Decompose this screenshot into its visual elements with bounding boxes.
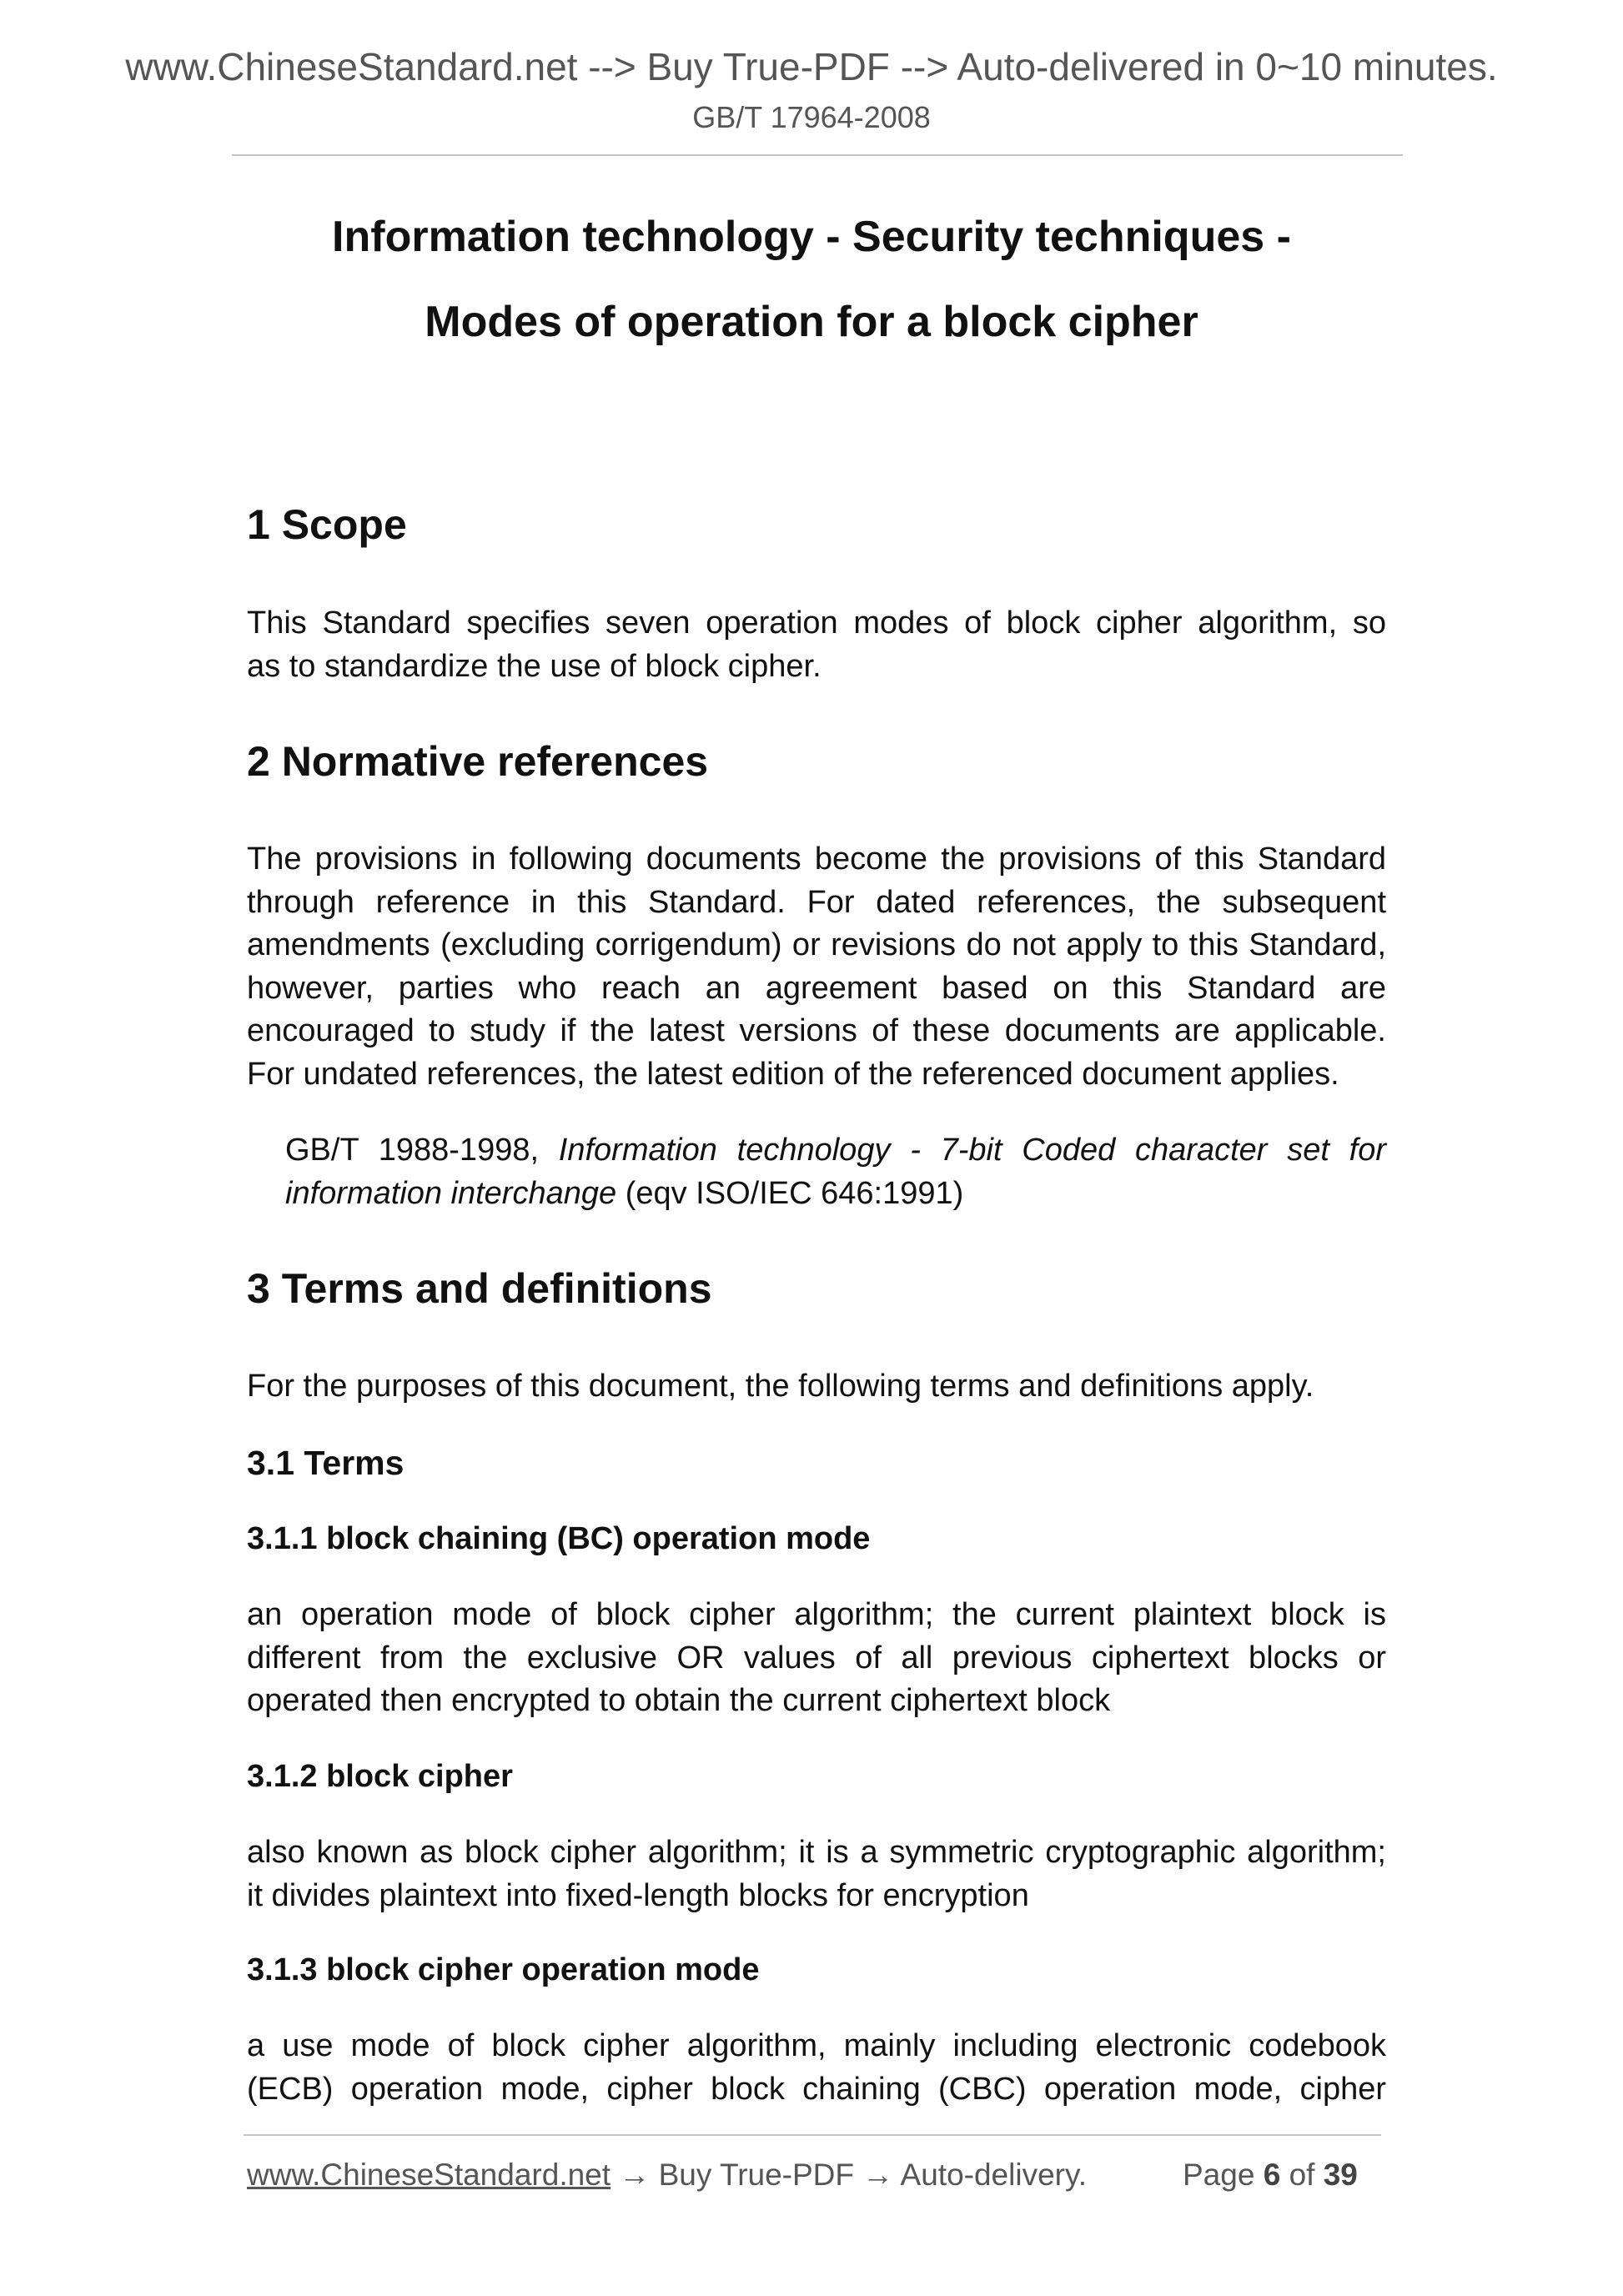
definition-line: also known as block cipher algorithm; it is a symmetric cryptographic algorithm;: [247, 1835, 1386, 1870]
section-heading-scope: 1 Scope: [247, 501, 407, 548]
normative-line: through reference in this Standard. For dated references, the subsequent: [247, 884, 1386, 920]
footer-page-indicator: [1183, 2154, 1358, 2196]
normative-line: The provisions in following documents become the provisions of this Standard: [247, 842, 1386, 877]
normative-paragraph: [247, 838, 1386, 1096]
footer-promo: [247, 2154, 1087, 2196]
definition-line: different from the exclusive OR values of all previous ciphertext blocks or: [247, 1640, 1386, 1676]
document-title-line-1: Information technology - Security techniques -: [332, 213, 1291, 261]
normative-reference-entry: [285, 1129, 1386, 1215]
terms-intro-line: For the purposes of this document, the following terms and definitions apply.: [247, 1369, 1314, 1404]
reference-line-1: [285, 1129, 1386, 1173]
term-definition-block-chaining: [247, 1594, 1386, 1723]
term-heading-block-cipher-operation-mode: 3.1.3 block cipher operation mode: [247, 1952, 760, 1987]
footer-delivery-text: Auto-delivery.: [900, 2158, 1088, 2192]
normative-line: however, parties who reach an agreement based on this Standard are: [247, 970, 1386, 1006]
document-title-line-2: Modes of operation for a block cipher: [425, 298, 1198, 346]
page-number: 6: [1263, 2158, 1281, 2192]
header-banner: www.ChineseStandard.net --> Buy True-PDF --> Auto-delivered in 0~10 minutes.: [125, 45, 1498, 88]
footer-site-link[interactable]: www.ChineseStandard.net: [247, 2158, 611, 2192]
definition-line: (ECB) operation mode, cipher block chaining (CBC) operation mode, cipher: [247, 2071, 1386, 2107]
page-total: 39: [1323, 2158, 1358, 2192]
arrow-right-icon: →: [619, 2158, 651, 2192]
section-heading-normative-references: 2 Normative references: [247, 738, 709, 785]
document-code: GB/T 17964-2008: [692, 100, 931, 134]
reference-line-2: [285, 1173, 1386, 1216]
normative-line: amendments (excluding corrigendum) or revisions do not apply to this Standard,: [247, 927, 1386, 962]
reference-code: GB/T 1988-1998,: [285, 1133, 540, 1168]
definition-line: it divides plaintext into fixed-length blocks for encryption: [247, 1877, 1029, 1913]
reference-equivalence: (eqv ISO/IEC 646:1991): [625, 1175, 964, 1211]
definition-line: operated then encrypted to obtain the current ciphertext block: [247, 1683, 1111, 1718]
normative-line: encouraged to study if the latest versions of these documents are applicable.: [247, 1013, 1386, 1048]
footer-divider: [244, 2134, 1381, 2136]
term-definition-block-cipher: [247, 1831, 1386, 1917]
term-heading-block-chaining: 3.1.1 block chaining (BC) operation mode: [247, 1521, 871, 1556]
scope-paragraph: [247, 602, 1386, 688]
normative-line: For undated references, the latest edition of the referenced document applies.: [247, 1056, 1339, 1092]
definition-line: a use mode of block cipher algorithm, mainly including electronic codebook: [247, 2028, 1386, 2063]
scope-line: as to standardize the use of block cipher.: [247, 648, 822, 684]
subsection-heading-terms: 3.1 Terms: [247, 1444, 404, 1482]
definition-line: an operation mode of block cipher algorithm; the current plaintext block is: [247, 1597, 1386, 1632]
terms-intro: [247, 1365, 1386, 1409]
of-label: of: [1289, 2158, 1315, 2192]
reference-title-part-1: Information technology - 7-bit Coded character set for: [558, 1133, 1386, 1168]
reference-title-part-2: information interchange: [285, 1175, 617, 1211]
arrow-right-icon: →: [862, 2158, 894, 2192]
term-definition-block-cipher-operation-mode: [247, 2025, 1386, 2111]
term-heading-block-cipher: 3.1.2 block cipher: [247, 1759, 513, 1794]
header-divider: [232, 154, 1403, 156]
section-heading-terms-and-definitions: 3 Terms and definitions: [247, 1265, 712, 1312]
footer-buy-text: Buy True-PDF: [658, 2158, 855, 2192]
scope-line: This Standard specifies seven operation modes of block cipher algorithm, so: [247, 605, 1386, 641]
page-label: Page: [1183, 2158, 1255, 2192]
